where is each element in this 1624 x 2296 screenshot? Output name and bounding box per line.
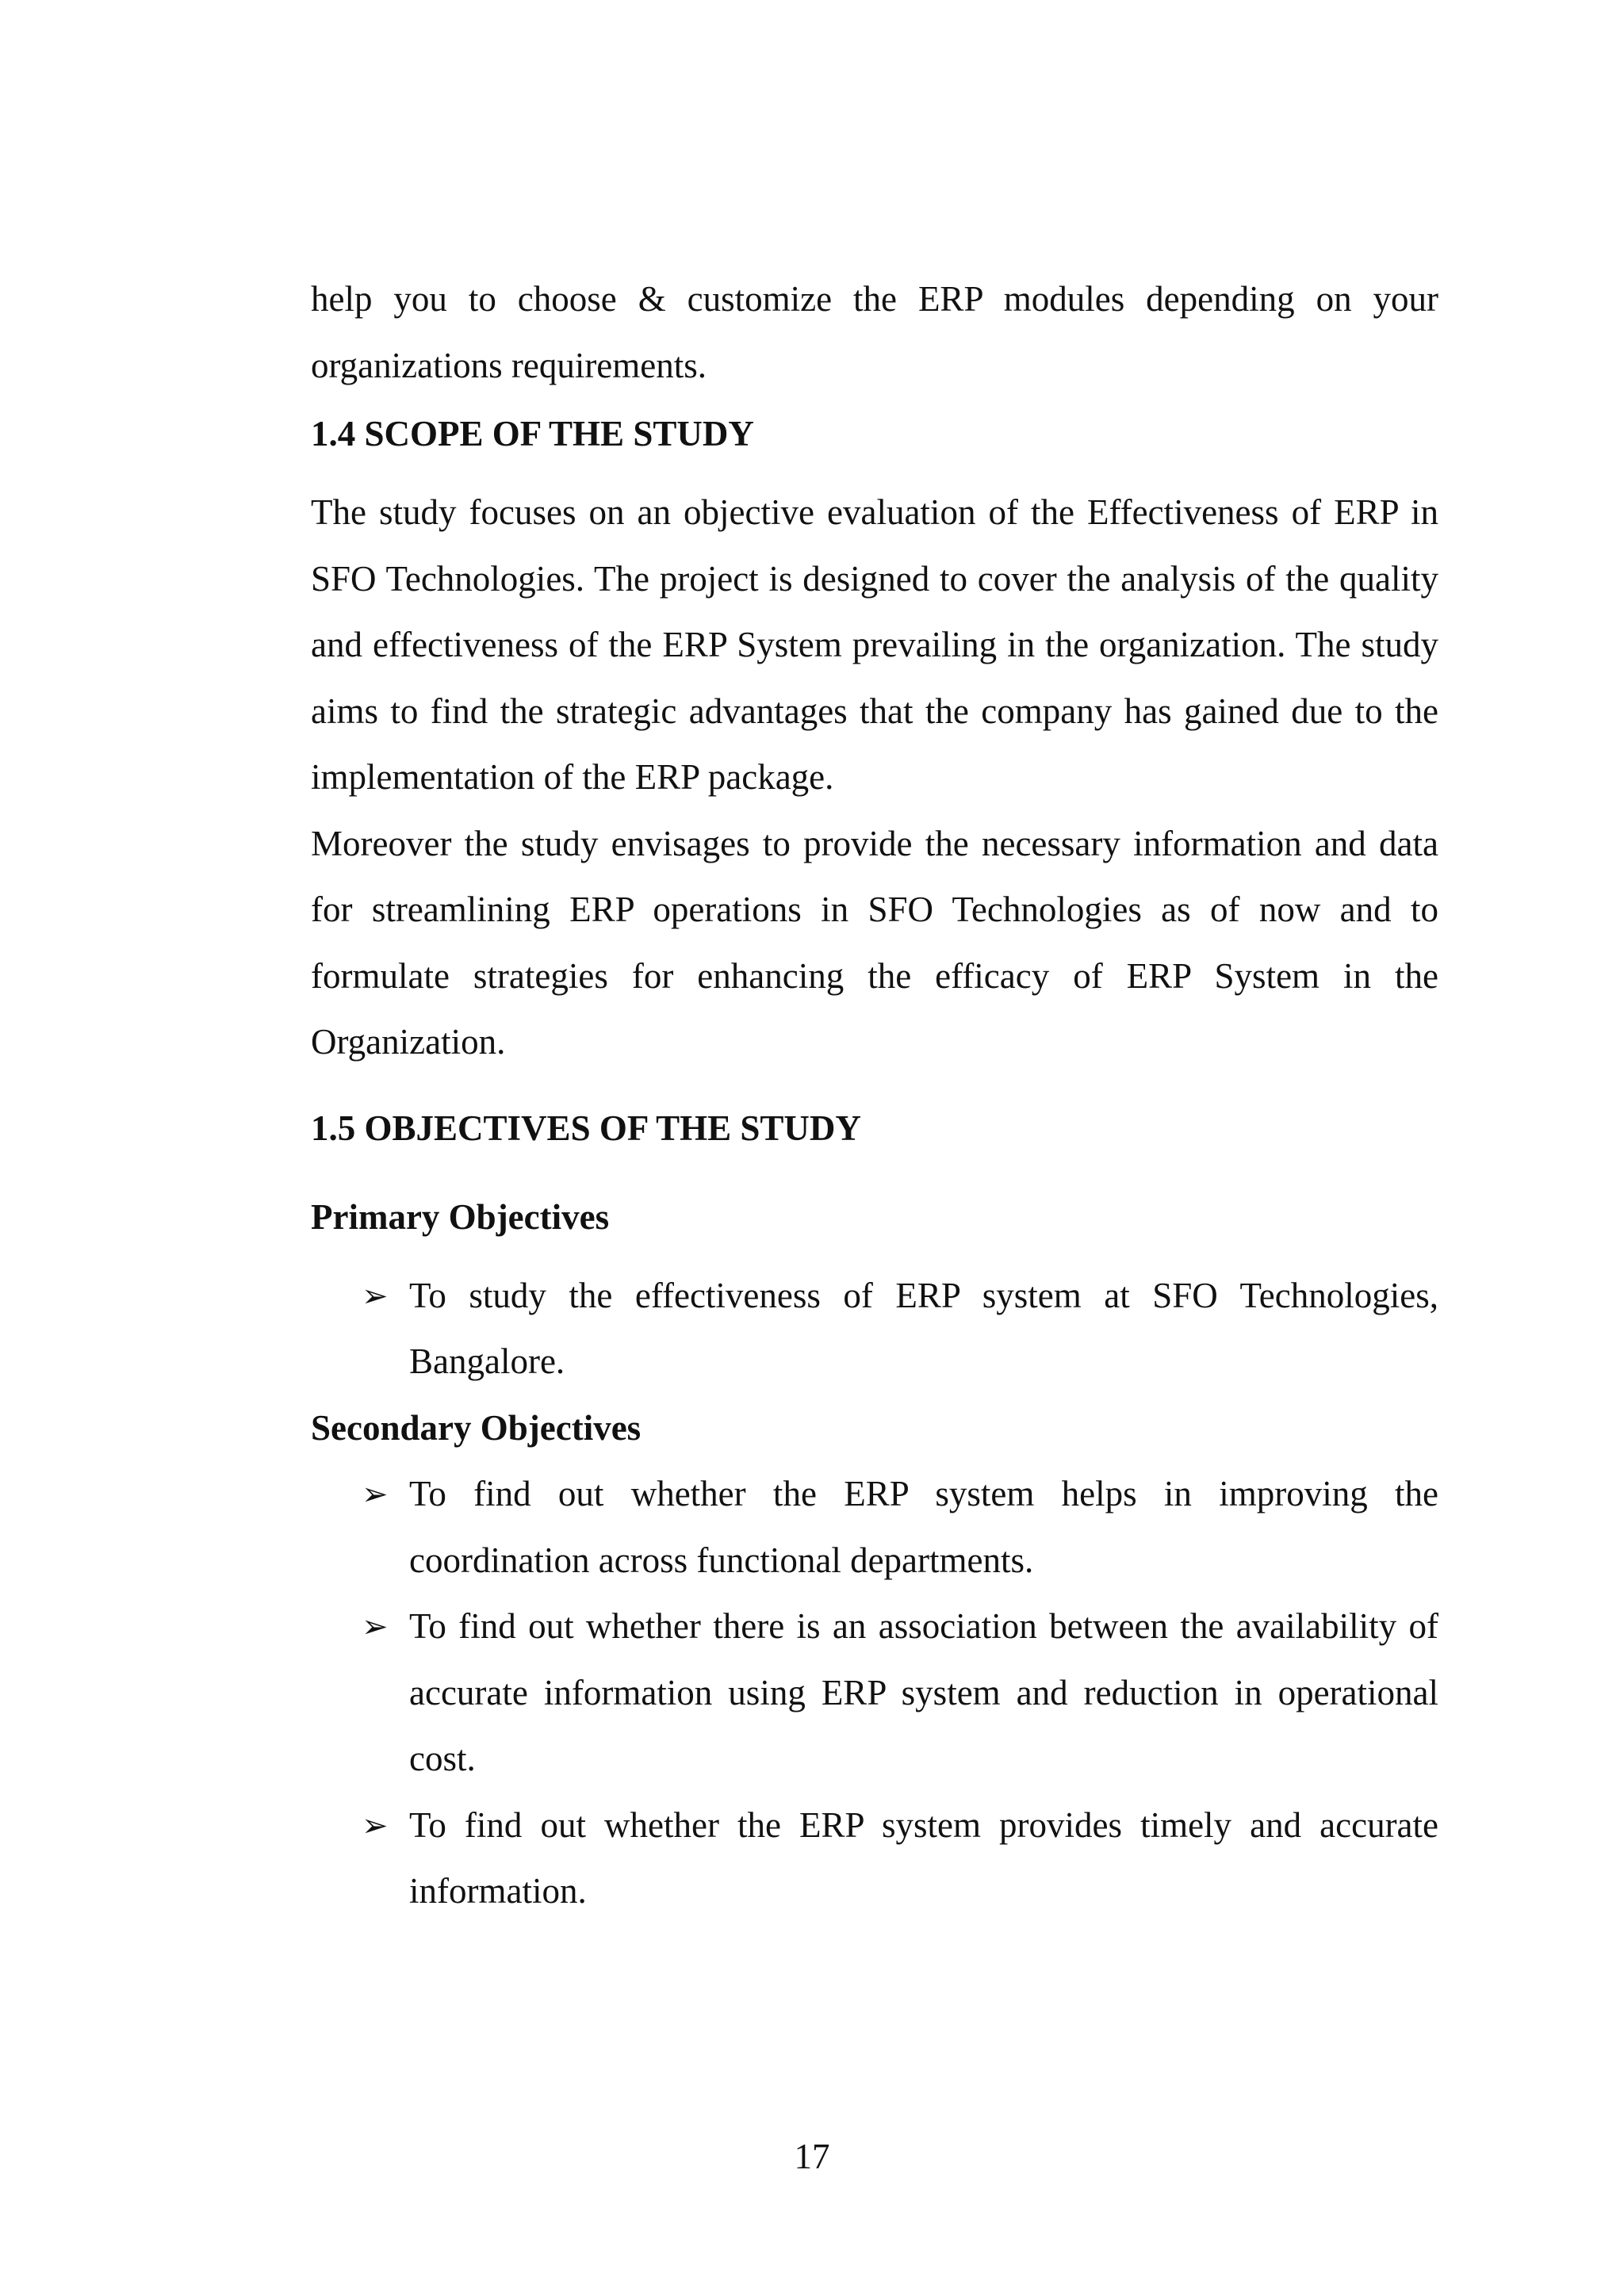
arrowhead-bullet-icon: ➢ [362, 1609, 389, 1644]
scope-heading: 1.4 SCOPE OF THE STUDY [311, 414, 754, 453]
list-item [311, 1793, 1438, 1925]
list-item-text: To find out whether there is an association between the availability of accurate information using ERP system and reduction in operational cost. [409, 1606, 1438, 1778]
page-number: 17 [794, 2137, 830, 2176]
primary-objectives-list [311, 1263, 1438, 1395]
list-item [311, 1461, 1438, 1594]
arrowhead-bullet-icon: ➢ [362, 1807, 389, 1843]
list-item-text: To find out whether the ERP system helps in improving the coordination across functional departments. [409, 1474, 1438, 1580]
arrowhead-bullet-icon: ➢ [362, 1277, 389, 1314]
list-item-text: To find out whether the ERP system provides timely and accurate information. [409, 1804, 1438, 1911]
scope-paragraph-2: Moreover the study envisages to provide the necessary information and data for streamlining ERP operations in SFO Technologies as of now and to formulate strategies for enhancing the efficacy of ERP System in the Organization. [311, 823, 1438, 1062]
arrowhead-bullet-icon: ➢ [362, 1476, 389, 1512]
list-item [311, 1594, 1438, 1793]
document-page [311, 266, 1438, 1925]
secondary-objectives-title: Secondary Objectives [311, 1407, 642, 1448]
primary-objectives-title: Primary Objectives [311, 1196, 610, 1237]
secondary-objectives-list [311, 1461, 1438, 1925]
list-item [311, 1263, 1438, 1395]
scope-paragraph-1: The study focuses on an objective evaluation of the Effectiveness of ERP in SFO Technologies. The project is designed to cover the analysis of the quality and effectiveness of the ERP System prevailing in the organization. The study aims to find the strategic advantages that the company has gained due to the implementation of the ERP package. [311, 492, 1438, 797]
objectives-heading: 1.5 OBJECTIVES OF THE STUDY [311, 1108, 861, 1148]
intro-paragraph: help you to choose & customize the ERP modules depending on your organizations requirements. [311, 279, 1438, 385]
list-item-text: To study the effectiveness of ERP system at SFO Technologies, Bangalore. [409, 1275, 1438, 1381]
